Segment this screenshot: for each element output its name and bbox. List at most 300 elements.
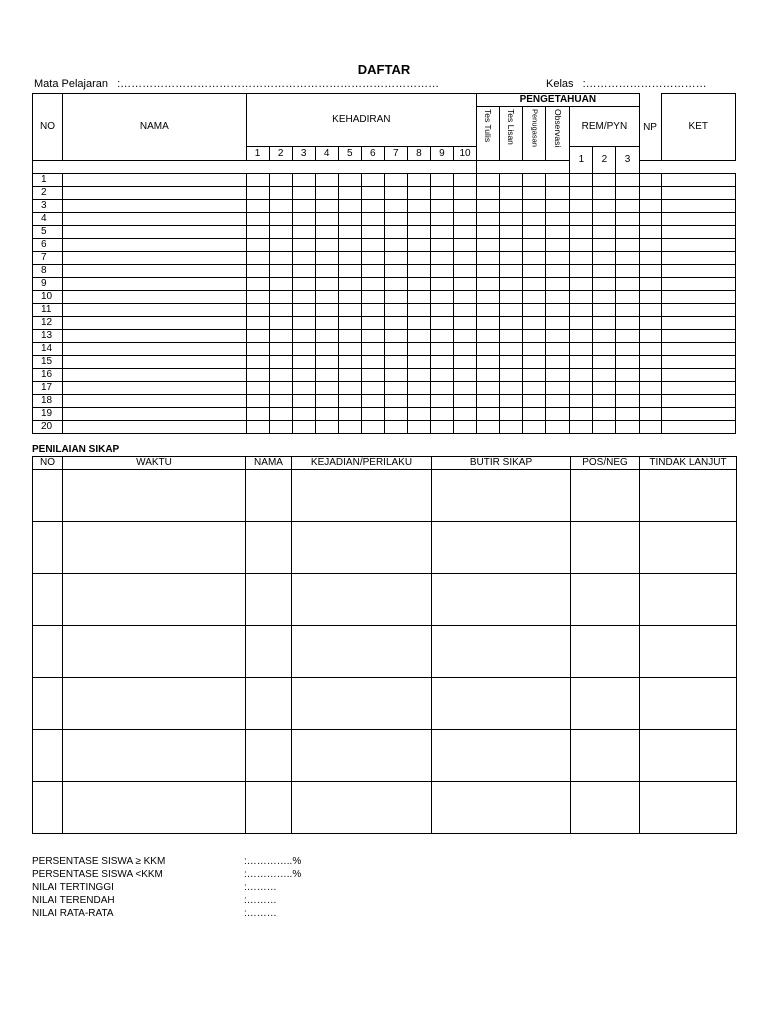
sikap-cell[interactable] (63, 678, 246, 730)
input-cell[interactable] (384, 356, 407, 369)
input-cell[interactable] (63, 317, 246, 330)
input-cell[interactable] (338, 343, 361, 356)
input-cell[interactable] (361, 395, 384, 408)
input-cell[interactable] (523, 265, 546, 278)
input-cell[interactable] (407, 317, 430, 330)
input-cell[interactable] (639, 200, 661, 213)
sikap-cell[interactable] (432, 470, 571, 522)
input-cell[interactable] (453, 239, 476, 252)
input-cell[interactable] (361, 304, 384, 317)
input-cell[interactable] (661, 382, 735, 395)
input-cell[interactable] (361, 226, 384, 239)
input-cell[interactable] (407, 408, 430, 421)
input-cell[interactable] (315, 317, 338, 330)
input-cell[interactable] (407, 369, 430, 382)
input-cell[interactable] (661, 200, 735, 213)
input-cell[interactable] (593, 382, 616, 395)
input-cell[interactable] (593, 213, 616, 226)
input-cell[interactable] (616, 421, 639, 434)
input-cell[interactable] (407, 330, 430, 343)
input-cell[interactable] (269, 356, 292, 369)
sikap-cell[interactable] (432, 522, 571, 574)
sikap-cell[interactable] (640, 782, 737, 834)
input-cell[interactable] (546, 395, 570, 408)
input-cell[interactable] (500, 226, 523, 239)
input-cell[interactable] (570, 174, 593, 187)
input-cell[interactable] (269, 278, 292, 291)
input-cell[interactable] (661, 408, 735, 421)
input-cell[interactable] (361, 265, 384, 278)
input-cell[interactable] (639, 278, 661, 291)
input-cell[interactable] (292, 356, 315, 369)
sikap-cell[interactable] (33, 470, 63, 522)
input-cell[interactable] (500, 421, 523, 434)
input-cell[interactable] (570, 278, 593, 291)
input-cell[interactable] (338, 239, 361, 252)
input-cell[interactable] (453, 408, 476, 421)
input-cell[interactable] (430, 239, 453, 252)
input-cell[interactable] (246, 265, 269, 278)
input-cell[interactable] (661, 330, 735, 343)
input-cell[interactable] (500, 317, 523, 330)
input-cell[interactable] (453, 278, 476, 291)
input-cell[interactable] (63, 213, 246, 226)
input-cell[interactable] (523, 252, 546, 265)
input-cell[interactable] (593, 278, 616, 291)
sikap-cell[interactable] (571, 522, 640, 574)
input-cell[interactable] (384, 252, 407, 265)
input-cell[interactable] (338, 278, 361, 291)
input-cell[interactable] (593, 239, 616, 252)
input-cell[interactable] (523, 291, 546, 304)
input-cell[interactable] (546, 213, 570, 226)
input-cell[interactable] (593, 330, 616, 343)
input-cell[interactable] (63, 343, 246, 356)
input-cell[interactable] (500, 239, 523, 252)
input-cell[interactable] (315, 421, 338, 434)
input-cell[interactable] (292, 395, 315, 408)
input-cell[interactable] (430, 265, 453, 278)
input-cell[interactable] (523, 200, 546, 213)
input-cell[interactable] (63, 395, 246, 408)
input-cell[interactable] (384, 213, 407, 226)
input-cell[interactable] (453, 382, 476, 395)
input-cell[interactable] (430, 187, 453, 200)
input-cell[interactable] (616, 226, 639, 239)
sikap-cell[interactable] (33, 626, 63, 678)
input-cell[interactable] (292, 239, 315, 252)
sikap-cell[interactable] (640, 730, 737, 782)
input-cell[interactable] (477, 304, 500, 317)
input-cell[interactable] (570, 213, 593, 226)
input-cell[interactable] (292, 343, 315, 356)
input-cell[interactable] (269, 317, 292, 330)
input-cell[interactable] (292, 291, 315, 304)
input-cell[interactable] (338, 174, 361, 187)
input-cell[interactable] (593, 291, 616, 304)
input-cell[interactable] (361, 330, 384, 343)
input-cell[interactable] (570, 291, 593, 304)
input-cell[interactable] (361, 174, 384, 187)
input-cell[interactable] (361, 343, 384, 356)
input-cell[interactable] (246, 421, 269, 434)
input-cell[interactable] (477, 200, 500, 213)
input-cell[interactable] (453, 252, 476, 265)
input-cell[interactable] (315, 291, 338, 304)
input-cell[interactable] (639, 174, 661, 187)
input-cell[interactable] (384, 291, 407, 304)
input-cell[interactable] (361, 187, 384, 200)
input-cell[interactable] (384, 395, 407, 408)
input-cell[interactable] (570, 265, 593, 278)
input-cell[interactable] (523, 408, 546, 421)
input-cell[interactable] (523, 382, 546, 395)
input-cell[interactable] (500, 343, 523, 356)
input-cell[interactable] (500, 187, 523, 200)
input-cell[interactable] (315, 226, 338, 239)
input-cell[interactable] (338, 330, 361, 343)
input-cell[interactable] (546, 382, 570, 395)
input-cell[interactable] (407, 421, 430, 434)
input-cell[interactable] (269, 252, 292, 265)
input-cell[interactable] (593, 252, 616, 265)
input-cell[interactable] (269, 213, 292, 226)
input-cell[interactable] (639, 252, 661, 265)
input-cell[interactable] (384, 200, 407, 213)
input-cell[interactable] (269, 265, 292, 278)
sikap-cell[interactable] (640, 574, 737, 626)
input-cell[interactable] (523, 356, 546, 369)
input-cell[interactable] (315, 278, 338, 291)
input-cell[interactable] (661, 226, 735, 239)
input-cell[interactable] (269, 369, 292, 382)
input-cell[interactable] (500, 356, 523, 369)
input-cell[interactable] (570, 395, 593, 408)
input-cell[interactable] (477, 174, 500, 187)
input-cell[interactable] (338, 213, 361, 226)
input-cell[interactable] (593, 317, 616, 330)
input-cell[interactable] (292, 200, 315, 213)
input-cell[interactable] (523, 421, 546, 434)
input-cell[interactable] (477, 382, 500, 395)
sikap-cell[interactable] (292, 522, 432, 574)
sikap-cell[interactable] (63, 626, 246, 678)
input-cell[interactable] (477, 421, 500, 434)
input-cell[interactable] (453, 187, 476, 200)
input-cell[interactable] (639, 395, 661, 408)
input-cell[interactable] (570, 187, 593, 200)
input-cell[interactable] (523, 187, 546, 200)
input-cell[interactable] (523, 304, 546, 317)
input-cell[interactable] (570, 369, 593, 382)
input-cell[interactable] (246, 213, 269, 226)
input-cell[interactable] (292, 369, 315, 382)
input-cell[interactable] (269, 304, 292, 317)
input-cell[interactable] (384, 369, 407, 382)
input-cell[interactable] (246, 226, 269, 239)
input-cell[interactable] (570, 356, 593, 369)
input-cell[interactable] (63, 278, 246, 291)
sikap-cell[interactable] (246, 522, 292, 574)
input-cell[interactable] (246, 395, 269, 408)
input-cell[interactable] (292, 330, 315, 343)
input-cell[interactable] (639, 187, 661, 200)
sikap-cell[interactable] (432, 782, 571, 834)
sikap-cell[interactable] (292, 678, 432, 730)
input-cell[interactable] (63, 265, 246, 278)
sikap-cell[interactable] (292, 626, 432, 678)
input-cell[interactable] (639, 239, 661, 252)
sikap-cell[interactable] (33, 782, 63, 834)
input-cell[interactable] (477, 213, 500, 226)
input-cell[interactable] (338, 382, 361, 395)
input-cell[interactable] (546, 200, 570, 213)
input-cell[interactable] (523, 278, 546, 291)
input-cell[interactable] (292, 408, 315, 421)
sikap-cell[interactable] (432, 730, 571, 782)
input-cell[interactable] (269, 187, 292, 200)
input-cell[interactable] (292, 213, 315, 226)
input-cell[interactable] (430, 369, 453, 382)
input-cell[interactable] (361, 317, 384, 330)
input-cell[interactable] (593, 369, 616, 382)
input-cell[interactable] (546, 356, 570, 369)
input-cell[interactable] (246, 317, 269, 330)
sikap-cell[interactable] (63, 522, 246, 574)
input-cell[interactable] (523, 239, 546, 252)
input-cell[interactable] (407, 239, 430, 252)
input-cell[interactable] (338, 369, 361, 382)
input-cell[interactable] (477, 395, 500, 408)
input-cell[interactable] (246, 408, 269, 421)
input-cell[interactable] (384, 382, 407, 395)
input-cell[interactable] (477, 317, 500, 330)
input-cell[interactable] (616, 291, 639, 304)
input-cell[interactable] (661, 421, 735, 434)
input-cell[interactable] (384, 343, 407, 356)
input-cell[interactable] (315, 304, 338, 317)
input-cell[interactable] (63, 408, 246, 421)
input-cell[interactable] (546, 343, 570, 356)
input-cell[interactable] (338, 226, 361, 239)
input-cell[interactable] (546, 317, 570, 330)
input-cell[interactable] (593, 226, 616, 239)
input-cell[interactable] (546, 174, 570, 187)
input-cell[interactable] (361, 382, 384, 395)
input-cell[interactable] (292, 226, 315, 239)
input-cell[interactable] (453, 304, 476, 317)
input-cell[interactable] (407, 356, 430, 369)
input-cell[interactable] (407, 213, 430, 226)
input-cell[interactable] (593, 265, 616, 278)
input-cell[interactable] (361, 252, 384, 265)
input-cell[interactable] (570, 200, 593, 213)
input-cell[interactable] (546, 265, 570, 278)
input-cell[interactable] (246, 369, 269, 382)
input-cell[interactable] (430, 421, 453, 434)
sikap-cell[interactable] (432, 574, 571, 626)
input-cell[interactable] (500, 369, 523, 382)
input-cell[interactable] (246, 187, 269, 200)
input-cell[interactable] (315, 369, 338, 382)
input-cell[interactable] (430, 252, 453, 265)
input-cell[interactable] (453, 343, 476, 356)
input-cell[interactable] (430, 213, 453, 226)
input-cell[interactable] (500, 330, 523, 343)
input-cell[interactable] (246, 239, 269, 252)
input-cell[interactable] (453, 317, 476, 330)
input-cell[interactable] (407, 174, 430, 187)
input-cell[interactable] (269, 421, 292, 434)
input-cell[interactable] (477, 408, 500, 421)
input-cell[interactable] (639, 213, 661, 226)
input-cell[interactable] (338, 265, 361, 278)
input-cell[interactable] (63, 369, 246, 382)
input-cell[interactable] (639, 317, 661, 330)
sikap-cell[interactable] (292, 782, 432, 834)
input-cell[interactable] (384, 226, 407, 239)
input-cell[interactable] (63, 304, 246, 317)
input-cell[interactable] (523, 226, 546, 239)
input-cell[interactable] (639, 408, 661, 421)
input-cell[interactable] (593, 343, 616, 356)
input-cell[interactable] (661, 213, 735, 226)
input-cell[interactable] (616, 252, 639, 265)
input-cell[interactable] (269, 382, 292, 395)
input-cell[interactable] (407, 382, 430, 395)
input-cell[interactable] (407, 291, 430, 304)
input-cell[interactable] (477, 291, 500, 304)
input-cell[interactable] (292, 421, 315, 434)
input-cell[interactable] (407, 226, 430, 239)
input-cell[interactable] (546, 187, 570, 200)
input-cell[interactable] (63, 356, 246, 369)
input-cell[interactable] (661, 252, 735, 265)
input-cell[interactable] (523, 174, 546, 187)
input-cell[interactable] (661, 369, 735, 382)
input-cell[interactable] (616, 213, 639, 226)
sikap-cell[interactable] (33, 678, 63, 730)
input-cell[interactable] (246, 356, 269, 369)
input-cell[interactable] (500, 408, 523, 421)
sikap-cell[interactable] (63, 574, 246, 626)
sikap-cell[interactable] (571, 730, 640, 782)
input-cell[interactable] (661, 343, 735, 356)
input-cell[interactable] (338, 304, 361, 317)
input-cell[interactable] (315, 187, 338, 200)
input-cell[interactable] (430, 356, 453, 369)
sikap-cell[interactable] (246, 730, 292, 782)
input-cell[interactable] (338, 395, 361, 408)
input-cell[interactable] (453, 265, 476, 278)
input-cell[interactable] (246, 200, 269, 213)
input-cell[interactable] (430, 343, 453, 356)
input-cell[interactable] (616, 265, 639, 278)
input-cell[interactable] (384, 278, 407, 291)
input-cell[interactable] (500, 200, 523, 213)
input-cell[interactable] (246, 330, 269, 343)
input-cell[interactable] (315, 200, 338, 213)
input-cell[interactable] (315, 330, 338, 343)
input-cell[interactable] (546, 252, 570, 265)
input-cell[interactable] (407, 200, 430, 213)
input-cell[interactable] (639, 343, 661, 356)
input-cell[interactable] (477, 226, 500, 239)
input-cell[interactable] (269, 408, 292, 421)
input-cell[interactable] (639, 291, 661, 304)
input-cell[interactable] (315, 408, 338, 421)
input-cell[interactable] (639, 226, 661, 239)
input-cell[interactable] (430, 291, 453, 304)
input-cell[interactable] (292, 304, 315, 317)
input-cell[interactable] (616, 317, 639, 330)
input-cell[interactable] (570, 421, 593, 434)
input-cell[interactable] (430, 382, 453, 395)
input-cell[interactable] (661, 239, 735, 252)
input-cell[interactable] (661, 278, 735, 291)
input-cell[interactable] (477, 239, 500, 252)
input-cell[interactable] (384, 330, 407, 343)
input-cell[interactable] (63, 252, 246, 265)
input-cell[interactable] (338, 317, 361, 330)
input-cell[interactable] (63, 291, 246, 304)
sikap-cell[interactable] (246, 574, 292, 626)
sikap-cell[interactable] (246, 626, 292, 678)
input-cell[interactable] (570, 382, 593, 395)
sikap-cell[interactable] (63, 730, 246, 782)
sikap-cell[interactable] (292, 574, 432, 626)
input-cell[interactable] (616, 408, 639, 421)
input-cell[interactable] (430, 304, 453, 317)
sikap-cell[interactable] (63, 782, 246, 834)
input-cell[interactable] (500, 278, 523, 291)
input-cell[interactable] (292, 174, 315, 187)
input-cell[interactable] (570, 317, 593, 330)
input-cell[interactable] (292, 382, 315, 395)
input-cell[interactable] (500, 252, 523, 265)
sikap-cell[interactable] (292, 730, 432, 782)
input-cell[interactable] (246, 291, 269, 304)
input-cell[interactable] (546, 369, 570, 382)
input-cell[interactable] (338, 200, 361, 213)
input-cell[interactable] (315, 395, 338, 408)
input-cell[interactable] (407, 252, 430, 265)
input-cell[interactable] (593, 304, 616, 317)
sikap-cell[interactable] (640, 626, 737, 678)
sikap-cell[interactable] (571, 678, 640, 730)
input-cell[interactable] (523, 317, 546, 330)
input-cell[interactable] (361, 369, 384, 382)
input-cell[interactable] (384, 239, 407, 252)
sikap-cell[interactable] (640, 678, 737, 730)
input-cell[interactable] (661, 356, 735, 369)
sikap-cell[interactable] (33, 730, 63, 782)
input-cell[interactable] (63, 174, 246, 187)
input-cell[interactable] (523, 343, 546, 356)
input-cell[interactable] (500, 213, 523, 226)
input-cell[interactable] (338, 356, 361, 369)
input-cell[interactable] (477, 343, 500, 356)
input-cell[interactable] (407, 343, 430, 356)
input-cell[interactable] (523, 330, 546, 343)
sikap-cell[interactable] (33, 574, 63, 626)
input-cell[interactable] (500, 382, 523, 395)
input-cell[interactable] (616, 395, 639, 408)
input-cell[interactable] (616, 304, 639, 317)
input-cell[interactable] (269, 291, 292, 304)
input-cell[interactable] (361, 239, 384, 252)
input-cell[interactable] (616, 343, 639, 356)
